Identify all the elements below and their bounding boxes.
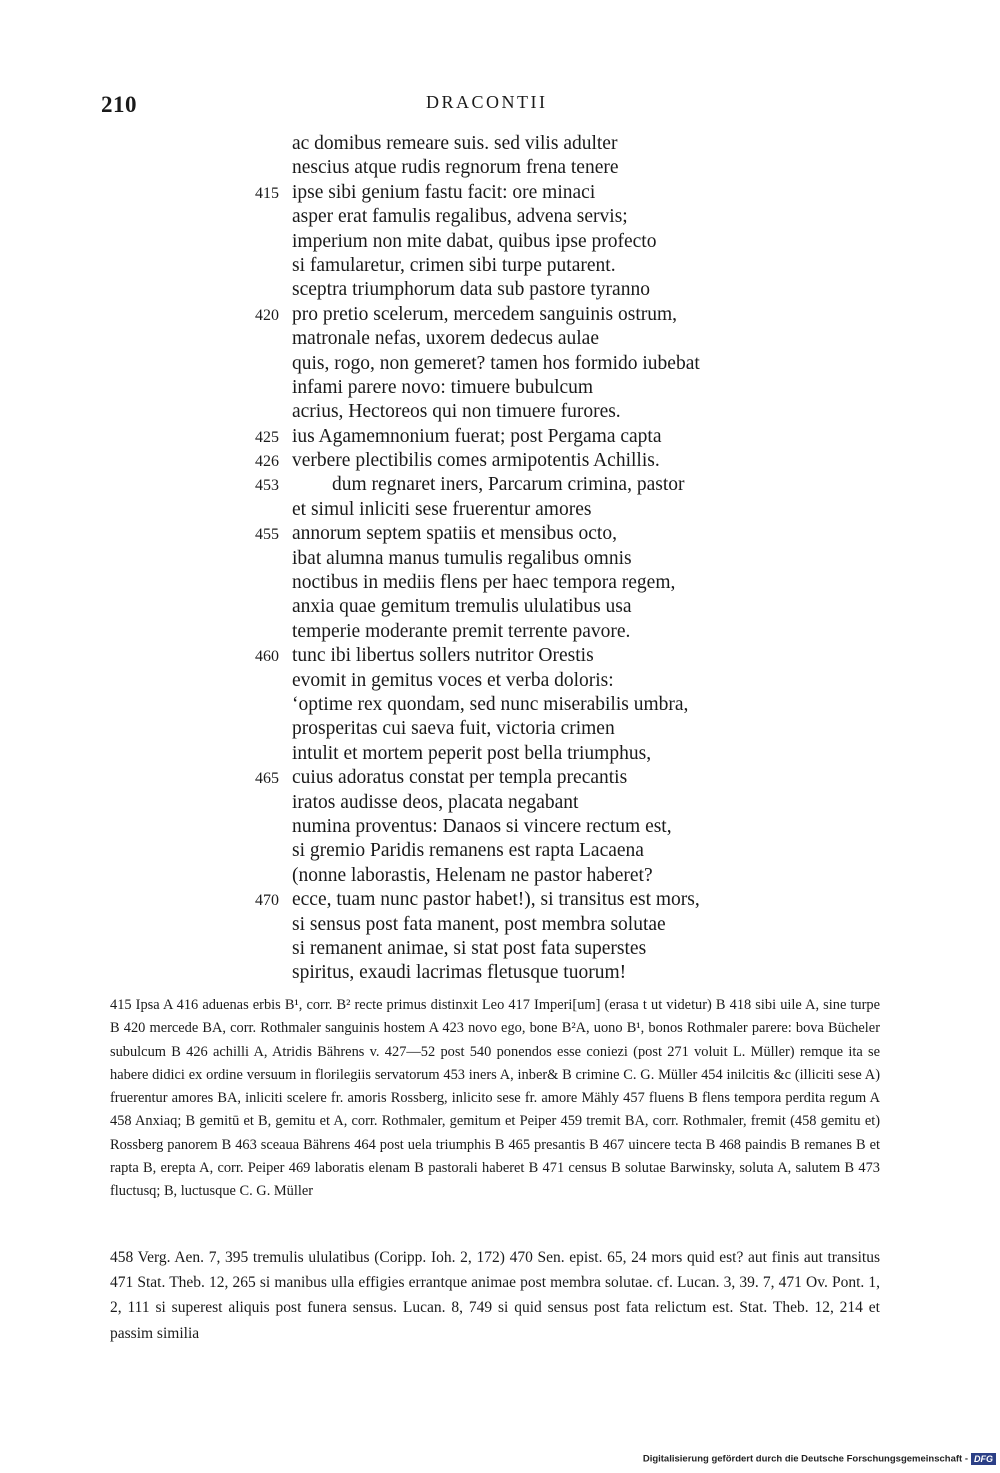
verse-line — [0, 766, 1000, 790]
verse-text: infami parere novo: timuere bubulcum — [292, 376, 594, 398]
verse-text: iratos audisse deos, placata negabant — [292, 791, 579, 813]
verse-number: 453 — [255, 477, 279, 495]
verse-text: spiritus, exaudi lacrimas fletusque tuorum! — [292, 962, 627, 984]
verse-text: intulit et mortem peperit post bella triumphus, — [292, 742, 652, 764]
verse-number: 470 — [255, 892, 279, 910]
verse-line — [0, 620, 1000, 644]
verse-line — [0, 303, 1000, 327]
verse-text: (nonne laborastis, Helenam ne pastor haberet? — [292, 864, 653, 886]
verse-line — [0, 961, 1000, 985]
verse-number: 415 — [255, 184, 279, 202]
verse-text: ipse sibi genium fastu facit: ore minaci — [292, 181, 596, 203]
verse-line — [0, 815, 1000, 839]
verse-text: ibat alumna manus tumulis regalibus omnis — [292, 547, 632, 569]
verse-text: numina proventus: Danaos si vincere rectum est, — [292, 815, 672, 837]
dfg-logo: DFG — [971, 1453, 996, 1465]
verse-text: verbere plectibilis comes armipotentis Achillis. — [292, 450, 660, 472]
verse-number: 455 — [255, 526, 279, 544]
verse-text: prosperitas cui saeva fuit, victoria crimen — [292, 718, 615, 740]
verse-text: nescius atque rudis regnorum frena tenere — [292, 157, 619, 179]
verse-line — [0, 644, 1000, 668]
verse-line — [0, 473, 1000, 497]
verse-line — [0, 498, 1000, 522]
verse-line — [0, 839, 1000, 863]
verse-line — [0, 791, 1000, 815]
verse-line — [0, 181, 1000, 205]
verse-line — [0, 693, 1000, 717]
verse-text: cuius adoratus constat per templa precantis — [292, 767, 628, 789]
verse-line — [0, 547, 1000, 571]
verse-line — [0, 913, 1000, 937]
verse-line — [0, 669, 1000, 693]
verse-line — [0, 717, 1000, 741]
verse-line — [0, 522, 1000, 546]
verse-text: ac domibus remeare suis. sed vilis adulter — [292, 133, 618, 154]
verse-line — [0, 742, 1000, 766]
verse-text: matronale nefas, uxorem dedecus aulae — [292, 328, 599, 350]
verse-text: quis, rogo, non gemeret? tamen hos formido iubebat — [292, 352, 700, 374]
verse-text: et simul inliciti sese fruerentur amores — [292, 498, 592, 520]
verse-line — [0, 132, 1000, 156]
verse-line — [0, 888, 1000, 912]
footer-text: Digitalisierung gefördert durch die Deutsche Forschungsgemeinschaft - — [642, 1453, 968, 1465]
poem-text — [0, 132, 1000, 986]
verse-text: noctibus in mediis flens per haec tempora regem, — [292, 572, 676, 594]
verse-number: 420 — [255, 306, 279, 324]
verse-text: asper erat famulis regalibus, advena servis; — [292, 206, 628, 228]
verse-text: pro pretio scelerum, mercedem sanguinis ostrum, — [292, 303, 678, 325]
verse-text: anxia quae gemitum tremulis ululatibus usa — [292, 596, 632, 618]
verse-line — [0, 352, 1000, 376]
verse-number: 425 — [255, 428, 279, 446]
running-head: DRACONTII — [426, 92, 548, 112]
verse-text: ius Agamemnonium fuerat; post Pergama capta — [292, 425, 662, 447]
verse-line — [0, 254, 1000, 278]
footer-credit — [643, 1453, 996, 1465]
verse-number: 465 — [255, 770, 279, 788]
verse-text: temperie moderante premit terrente pavore. — [292, 620, 631, 642]
verse-text: si gremio Paridis remanens est rapta Lacaena — [292, 840, 644, 862]
verse-text: annorum septem spatiis et mensibus octo, — [292, 523, 617, 545]
verse-text: evomit in gemitus voces et verba doloris: — [292, 669, 614, 691]
verse-line — [0, 230, 1000, 254]
verse-text: sceptra triumphorum data sub pastore tyranno — [292, 279, 650, 301]
verse-line — [0, 937, 1000, 961]
verse-text: acrius, Hectoreos qui non timuere furores. — [292, 401, 621, 423]
verse-line — [0, 571, 1000, 595]
verse-text: tunc ibi libertus sollers nutritor Orestis — [292, 645, 594, 667]
verse-line — [0, 327, 1000, 351]
verse-text: si sensus post fata manent, post membra solutae — [292, 913, 666, 935]
verse-text: ecce, tuam nunc pastor habet!), si transitus est mors, — [292, 889, 700, 911]
verse-number: 426 — [255, 453, 279, 471]
apparatus-criticus: 415 Ipsa A 416 aduenas erbis B¹, corr. B² recte primus distinxit Leo 417 Imperi[um] (erasa t ut videtur) B 418 sibi uile A, sine turpe B 420 mercede BA, corr. Rothmaler sanguinis hostem A 423 novo ego, bone B²A, uono B¹, bonos Rothmaler parere: bova Bücheler subulcum B 426 achilli A, Atridis Bährens v. 427—52 post 540 ponendos esse coniezi (post 271 voluit L. Müller) remque ita se habere didici ex ordine versuum in florilegiis servatorum 453 iners A, inber& B crimine C. G. Müller 454 inilcitis &c (illiciti sese A) fruerentur amores BA, inliciti scelere fr. amoris Rossberg, inlicito sese fr. amore Mähly 457 fluens B flens tempora perdita regum A 458 Anxiaq; B gemitū et B, gemitu et A, corr. Rothmaler, gemitum et Peiper 459 tremit BA, corr. Rothmaler, fremit (458 gemitu et) Rossberg panorem B 463 sceaua Bährens 464 post uela triumphis B 465 presantis B 467 uincere tecta B 468 paindis B remanes B et rapta B, erepta A, corr. Peiper 469 laboratis elenam B pastorali haberet B 471 census B solutae Barwinsky, soluta A, salutem B 473 fluctusq; B, luctusque C. G. Müller — [110, 997, 880, 1200]
verse-text: si famularetur, crimen sibi turpe putarent. — [292, 254, 616, 276]
verse-text: si remanent animae, si stat post fata superstes — [292, 937, 647, 959]
verse-number: 460 — [255, 648, 279, 666]
verse-line — [0, 278, 1000, 302]
verse-line — [0, 425, 1000, 449]
verse-line — [0, 595, 1000, 619]
verse-text: imperium non mite dabat, quibus ipse profecto — [292, 230, 657, 252]
page-number: 210 — [101, 92, 137, 117]
verse-line — [0, 156, 1000, 180]
similia-notes: 458 Verg. Aen. 7, 395 tremulis ululatibus (Coripp. Ioh. 2, 172) 470 Sen. epist. 65, 24 mors quid est? aut finis aut transitus 471 Stat. Theb. 12, 265 si manibus ulla effigies errantque animae post membra solutae. cf. Lucan. 3, 39. 7, 471 Ov. Pont. 1, 2, 111 si superest aliquis post funera sensus. Lucan. 8, 749 si quid sensus post fata relictum est. Stat. Theb. 12, 214 et passim similia — [110, 1249, 880, 1342]
verse-line — [0, 376, 1000, 400]
verse-text: dum regnaret iners, Parcarum crimina, pastor — [332, 474, 685, 496]
verse-line — [0, 864, 1000, 888]
verse-line — [0, 449, 1000, 473]
verse-text: ‘optime rex quondam, sed nunc miserabilis umbra, — [292, 693, 689, 715]
verse-line — [0, 400, 1000, 424]
verse-line — [0, 205, 1000, 229]
